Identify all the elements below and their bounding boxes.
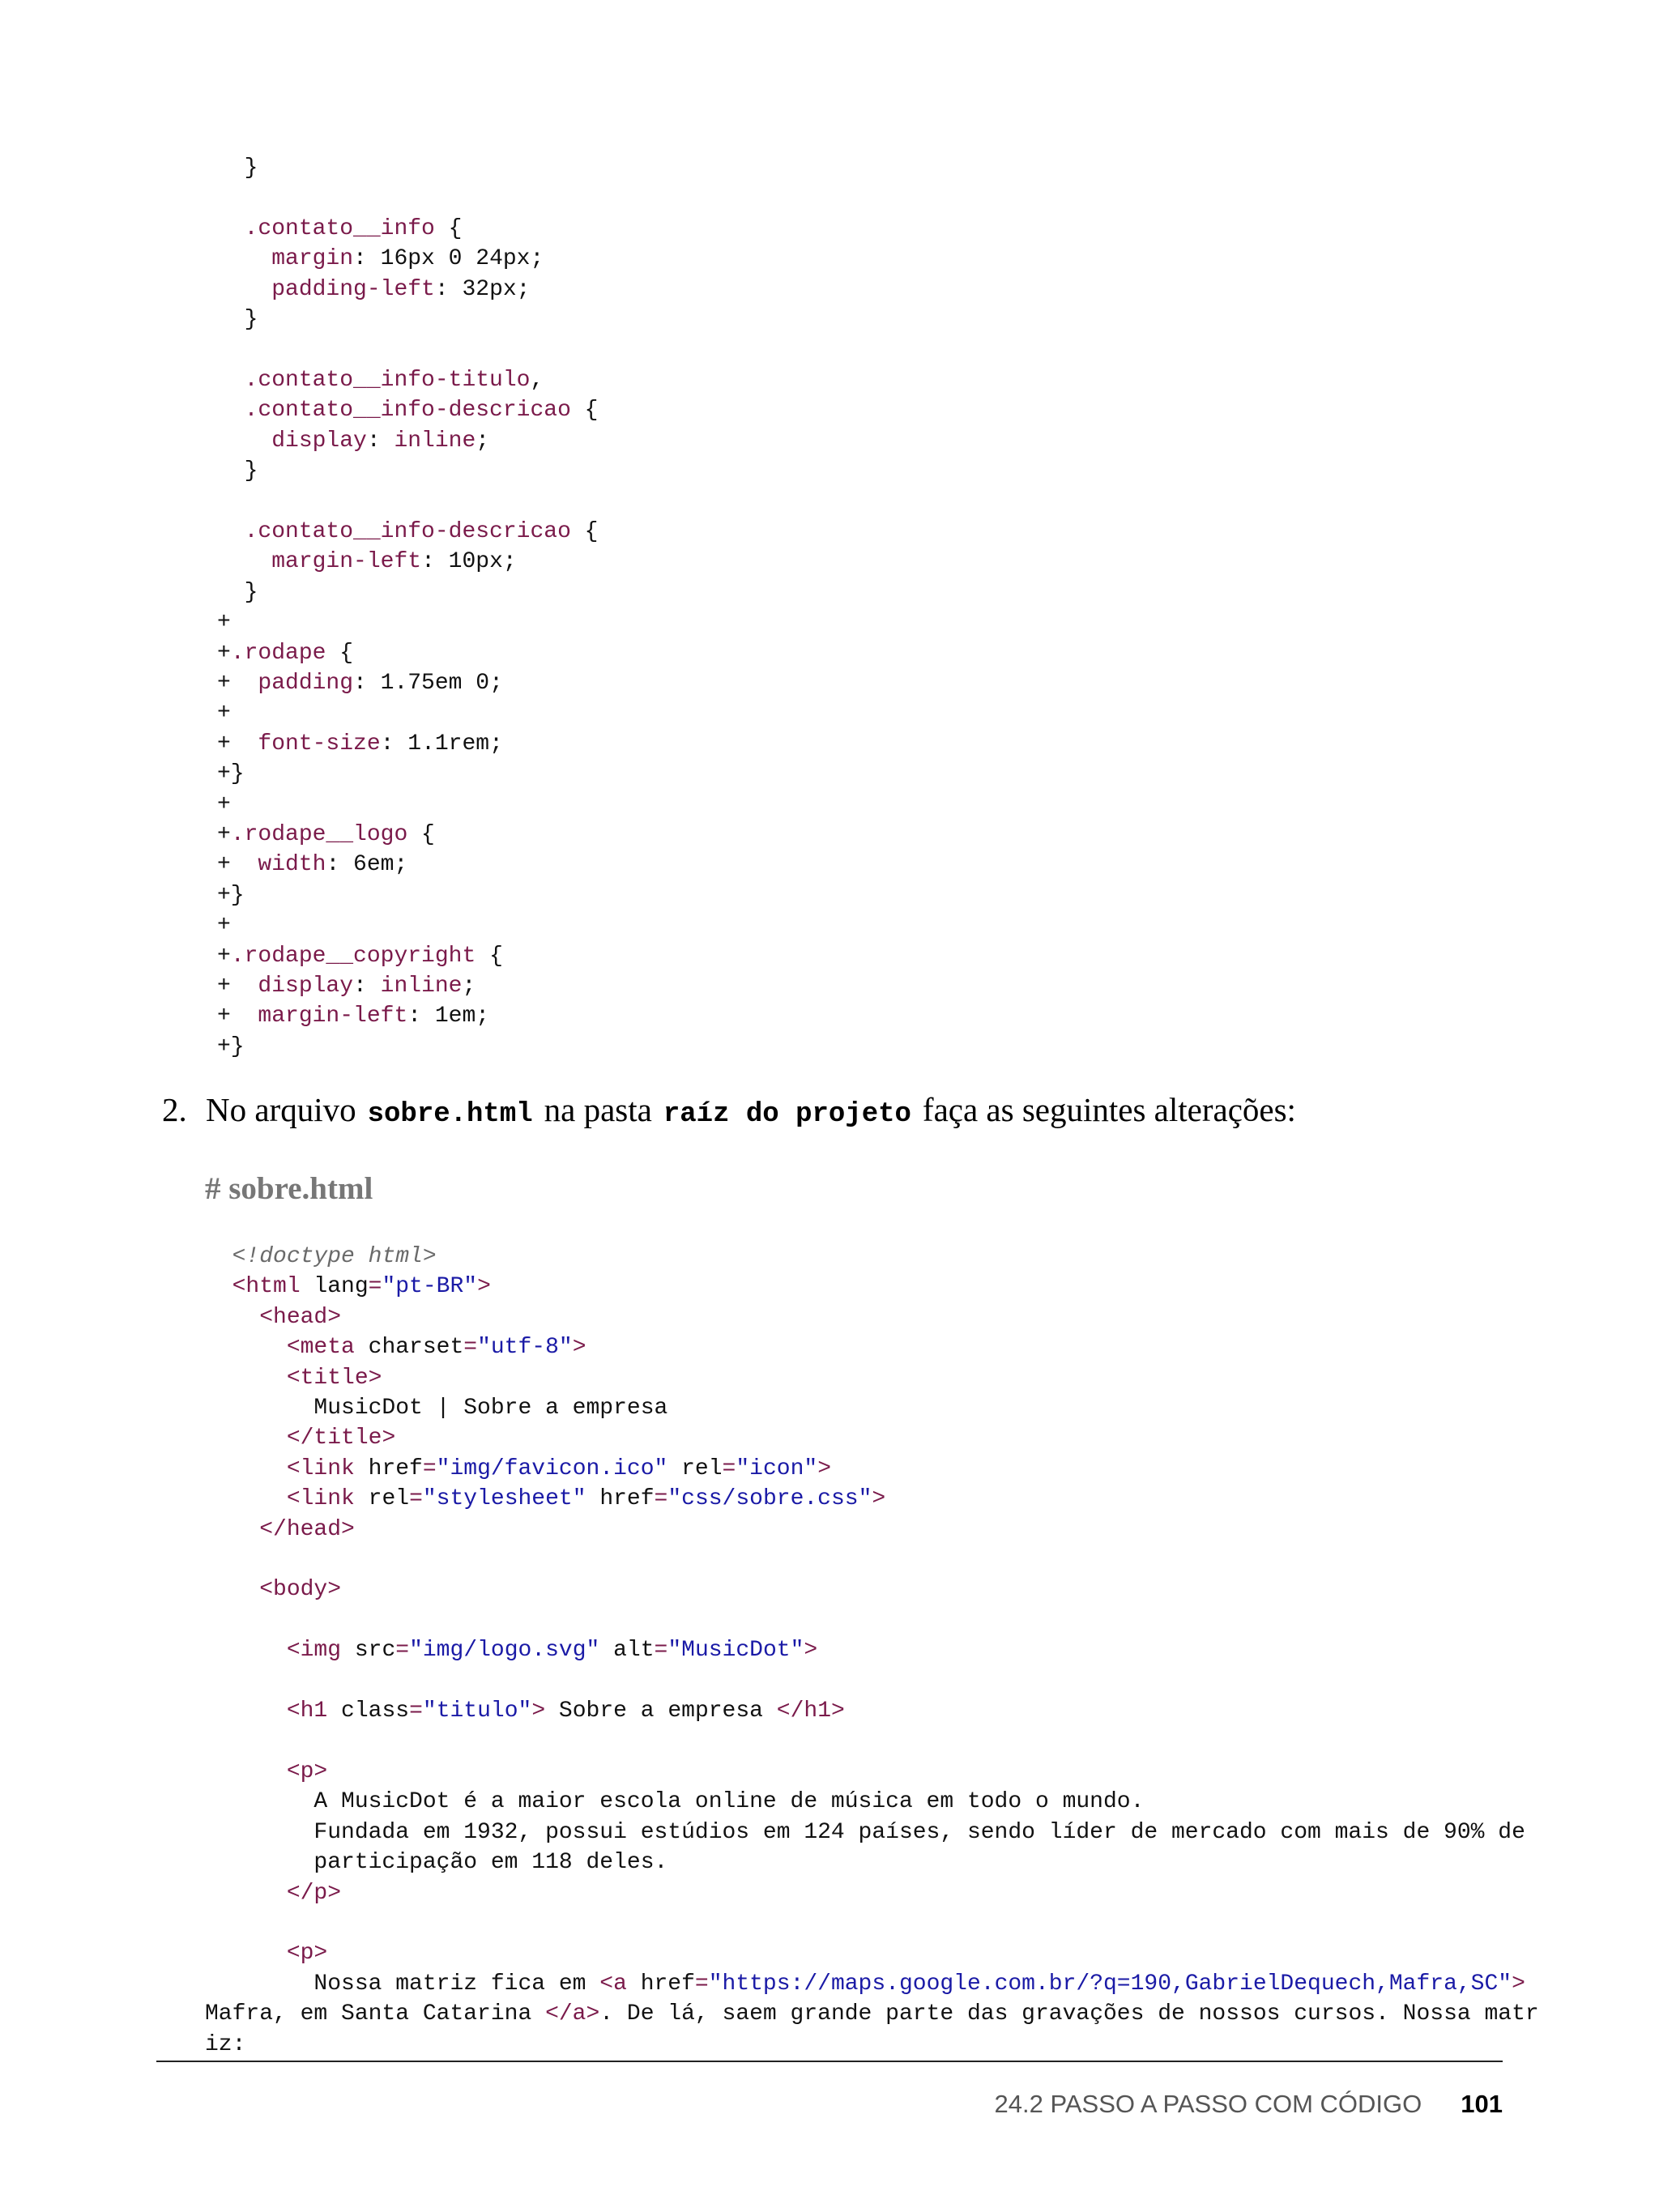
code-line bbox=[217, 580, 258, 605]
code-line bbox=[217, 852, 407, 877]
code-line bbox=[205, 1789, 1144, 1814]
code-token: > bbox=[817, 1455, 831, 1481]
code-token: .contato__info-descricao bbox=[244, 398, 571, 424]
code-token: Fundada em 1932, possui estúdios em 124 países, sendo líder de mercado com mais de 90% de bbox=[205, 1819, 1525, 1845]
code-token: = bbox=[654, 1486, 668, 1512]
code-token: + bbox=[217, 791, 231, 817]
code-token bbox=[205, 1335, 287, 1360]
code-line bbox=[205, 1850, 667, 1875]
footer-divider bbox=[156, 2061, 1503, 2062]
code-token bbox=[217, 398, 245, 423]
code-token: . De lá, saem grande parte das gravações de nossos cursos. Nossa matr bbox=[599, 2001, 1539, 2027]
code-line bbox=[205, 1698, 845, 1724]
code-token: "titulo" bbox=[422, 1698, 532, 1724]
code-line bbox=[205, 1366, 382, 1391]
code-token: <p> bbox=[286, 1758, 328, 1784]
code-line bbox=[205, 1305, 341, 1330]
code-token: .contato__info-titulo bbox=[244, 367, 531, 393]
code-token: "img/logo.svg" bbox=[409, 1638, 600, 1664]
code-token bbox=[205, 1244, 232, 1269]
code-token: margin bbox=[271, 246, 354, 272]
code-line bbox=[217, 641, 353, 666]
code-line bbox=[217, 398, 598, 423]
code-token bbox=[205, 1426, 287, 1451]
code-token: = bbox=[654, 1638, 668, 1664]
code-token: href bbox=[354, 1455, 423, 1481]
code-token: + bbox=[217, 1004, 258, 1029]
code-token: +} bbox=[217, 1034, 245, 1059]
code-line bbox=[217, 156, 258, 181]
code-token: + bbox=[217, 943, 231, 969]
code-token: inline bbox=[380, 973, 463, 999]
code-token: { bbox=[326, 640, 354, 666]
code-token: : 16px 0 24px; bbox=[353, 246, 544, 272]
code-line bbox=[205, 1486, 885, 1511]
code-token: </a> bbox=[545, 2001, 600, 2027]
code-token: > bbox=[804, 1638, 818, 1664]
code-token: "MusicDot" bbox=[667, 1638, 804, 1664]
step-text-middle: na pasta bbox=[544, 1091, 652, 1128]
code-token: + bbox=[217, 973, 258, 999]
code-token: inline bbox=[394, 428, 476, 454]
code-token: Sobre a empresa bbox=[545, 1698, 777, 1724]
code-token: .contato__info-descricao bbox=[244, 518, 571, 544]
code-token: font-size bbox=[258, 731, 381, 757]
code-token bbox=[205, 1305, 259, 1330]
code-token: + bbox=[217, 701, 231, 727]
code-line bbox=[217, 610, 231, 635]
page-footer bbox=[995, 2090, 1503, 2119]
code-token: Mafra, em Santa Catarina bbox=[205, 2001, 546, 2027]
code-token: > bbox=[531, 1698, 546, 1724]
code-token: display bbox=[271, 428, 367, 454]
code-token bbox=[217, 368, 245, 393]
code-token: > bbox=[872, 1486, 886, 1512]
code-line bbox=[217, 701, 231, 726]
code-token: : 1.75em 0; bbox=[353, 670, 503, 696]
code-token: <link bbox=[286, 1486, 355, 1512]
code-line bbox=[217, 792, 231, 817]
code-token: } bbox=[217, 458, 258, 484]
code-token: .rodape bbox=[230, 640, 326, 666]
code-token: rel bbox=[667, 1455, 723, 1481]
code-token: { bbox=[570, 398, 599, 424]
code-line bbox=[217, 216, 462, 241]
code-token: MusicDot | Sobre a empresa bbox=[205, 1396, 668, 1421]
code-line bbox=[205, 1971, 1525, 1997]
code-line bbox=[217, 1034, 245, 1059]
step-number: 2. bbox=[162, 1091, 187, 1128]
code-token: + bbox=[217, 852, 258, 878]
code-token: , bbox=[530, 367, 544, 393]
code-token: <link bbox=[286, 1455, 355, 1481]
code-token: href bbox=[586, 1486, 655, 1512]
code-token: class bbox=[327, 1698, 410, 1724]
code-token: = bbox=[722, 1455, 736, 1481]
code-line bbox=[217, 883, 245, 908]
code-token bbox=[205, 1486, 287, 1511]
code-token: <h1 bbox=[286, 1698, 328, 1724]
code-line bbox=[217, 277, 530, 302]
code-token bbox=[205, 1698, 287, 1724]
html-code-block bbox=[205, 1242, 1539, 2060]
code-token: participação em 118 deles. bbox=[205, 1850, 668, 1876]
code-line bbox=[205, 1517, 355, 1542]
code-token: <a bbox=[599, 1971, 627, 1997]
code-token bbox=[205, 1366, 287, 1391]
code-token: : 1.1rem; bbox=[380, 731, 503, 757]
footer-section-title: 24.2 PASSO A PASSO COM CÓDIGO bbox=[994, 2090, 1422, 2118]
code-line bbox=[205, 1335, 586, 1360]
code-token: + bbox=[217, 670, 258, 696]
code-token: : 32px; bbox=[434, 276, 531, 302]
code-token: : bbox=[366, 428, 394, 454]
code-line bbox=[205, 1881, 341, 1906]
code-token bbox=[205, 1881, 287, 1906]
code-token: width bbox=[258, 852, 326, 878]
code-token bbox=[205, 1941, 287, 1966]
code-token: "pt-BR" bbox=[382, 1274, 478, 1300]
code-line bbox=[205, 1820, 1525, 1845]
folder-name: raíz do projeto bbox=[663, 1099, 911, 1130]
code-token: padding-left bbox=[271, 276, 435, 302]
code-token: : 10px; bbox=[421, 549, 517, 575]
code-line bbox=[217, 822, 435, 847]
code-token bbox=[205, 1274, 232, 1299]
code-token: padding bbox=[258, 670, 354, 696]
code-token bbox=[217, 519, 245, 544]
code-token: = bbox=[395, 1638, 410, 1664]
code-line bbox=[205, 1244, 437, 1269]
file-heading: # sobre.html bbox=[205, 1171, 373, 1206]
code-line bbox=[205, 1759, 327, 1784]
code-token: .contato__info bbox=[244, 215, 435, 241]
code-token: <html bbox=[232, 1274, 301, 1300]
code-token bbox=[217, 549, 271, 574]
code-line bbox=[217, 913, 231, 938]
code-token: rel bbox=[354, 1486, 410, 1512]
code-token: .rodape__copyright bbox=[230, 943, 476, 969]
code-token: charset bbox=[354, 1335, 464, 1361]
code-line bbox=[205, 1456, 831, 1481]
code-token: </title> bbox=[286, 1426, 396, 1451]
code-token: : 1em; bbox=[407, 1004, 490, 1029]
code-token: "utf-8" bbox=[477, 1335, 573, 1361]
code-line bbox=[217, 944, 503, 969]
code-token: iz: bbox=[205, 2031, 246, 2057]
code-token: ; bbox=[476, 428, 490, 454]
code-token: } bbox=[217, 307, 258, 333]
code-token: href bbox=[626, 1971, 695, 1997]
code-line bbox=[217, 246, 544, 271]
code-token: +} bbox=[217, 882, 245, 908]
code-token: + bbox=[217, 731, 258, 757]
code-line bbox=[205, 2001, 1539, 2027]
code-line bbox=[205, 1577, 341, 1602]
code-token: { bbox=[407, 821, 435, 847]
code-line bbox=[217, 671, 503, 696]
code-line bbox=[217, 731, 503, 757]
code-token bbox=[205, 1759, 287, 1784]
code-token: = bbox=[463, 1335, 478, 1361]
css-code-block bbox=[217, 153, 598, 1062]
code-token: } bbox=[217, 579, 258, 605]
instruction-step bbox=[162, 1085, 1296, 1139]
code-token: Nossa matriz fica em bbox=[205, 1971, 600, 1997]
code-line bbox=[217, 549, 517, 574]
code-token: lang bbox=[300, 1274, 369, 1300]
code-token: <p> bbox=[286, 1941, 328, 1967]
code-token bbox=[205, 1456, 287, 1481]
code-token bbox=[217, 246, 271, 271]
code-line bbox=[205, 1396, 667, 1421]
code-token: : 6em; bbox=[326, 852, 408, 878]
code-line bbox=[217, 761, 245, 786]
code-token: <body> bbox=[259, 1577, 342, 1603]
code-token: + bbox=[217, 610, 231, 636]
code-token: </p> bbox=[286, 1880, 342, 1906]
code-token: > bbox=[572, 1335, 586, 1361]
code-token: .rodape__logo bbox=[230, 821, 408, 847]
code-token: { bbox=[476, 943, 503, 969]
code-token: <meta bbox=[286, 1335, 355, 1361]
code-line bbox=[217, 428, 489, 454]
code-token: + bbox=[217, 640, 231, 666]
code-token: +} bbox=[217, 761, 245, 787]
code-line bbox=[217, 368, 544, 393]
code-line bbox=[205, 1941, 327, 1966]
code-token: <head> bbox=[259, 1304, 342, 1330]
code-token bbox=[217, 277, 271, 302]
code-token: } bbox=[217, 156, 258, 181]
code-line bbox=[205, 1638, 817, 1663]
code-token: = bbox=[694, 1971, 709, 1997]
page-number: 101 bbox=[1461, 2090, 1503, 2118]
code-token: "https://maps.google.com.br/?q=190,GabrielDequech,Mafra,SC" bbox=[708, 1971, 1512, 1997]
code-token: = bbox=[409, 1486, 423, 1512]
code-token: + bbox=[217, 913, 231, 939]
code-token: = bbox=[422, 1455, 437, 1481]
code-token: "stylesheet" bbox=[422, 1486, 586, 1512]
code-token bbox=[205, 1577, 259, 1602]
code-line bbox=[217, 974, 476, 999]
code-line bbox=[217, 458, 258, 484]
code-token: > bbox=[1512, 1971, 1525, 1997]
code-token: + bbox=[217, 821, 231, 847]
file-name: sobre.html bbox=[367, 1099, 533, 1130]
code-token: <img bbox=[286, 1638, 342, 1664]
code-token: "css/sobre.css" bbox=[667, 1486, 872, 1512]
code-line bbox=[217, 1004, 489, 1029]
code-token: : bbox=[353, 973, 381, 999]
code-token: { bbox=[434, 215, 463, 241]
code-token bbox=[205, 1517, 259, 1542]
code-line bbox=[205, 2032, 245, 2057]
code-token: <!doctype html> bbox=[232, 1244, 437, 1269]
code-token bbox=[217, 216, 245, 241]
code-token bbox=[205, 1638, 287, 1663]
code-token: alt bbox=[599, 1638, 655, 1664]
code-token: { bbox=[570, 518, 599, 544]
code-token: > bbox=[477, 1274, 491, 1300]
code-token: display bbox=[258, 973, 354, 999]
code-token: margin-left bbox=[258, 1004, 408, 1029]
code-token: A MusicDot é a maior escola online de música em todo o mundo. bbox=[205, 1789, 1145, 1815]
code-line bbox=[217, 307, 258, 332]
code-token: = bbox=[368, 1274, 382, 1300]
code-token: ; bbox=[462, 973, 476, 999]
code-token: </head> bbox=[259, 1516, 355, 1542]
code-token: = bbox=[409, 1698, 423, 1724]
step-text-before: No arquivo bbox=[206, 1091, 356, 1128]
code-token: <title> bbox=[286, 1365, 382, 1391]
code-line bbox=[205, 1426, 395, 1451]
step-text-after: faça as seguintes alterações: bbox=[922, 1091, 1296, 1128]
code-token: src bbox=[341, 1638, 396, 1664]
code-line bbox=[205, 1274, 491, 1299]
code-token bbox=[217, 428, 271, 454]
code-line bbox=[217, 519, 598, 544]
code-token: </h1> bbox=[776, 1698, 845, 1724]
code-token: margin-left bbox=[271, 549, 422, 575]
code-token: "img/favicon.ico" bbox=[436, 1455, 668, 1481]
code-token: "icon" bbox=[736, 1455, 818, 1481]
